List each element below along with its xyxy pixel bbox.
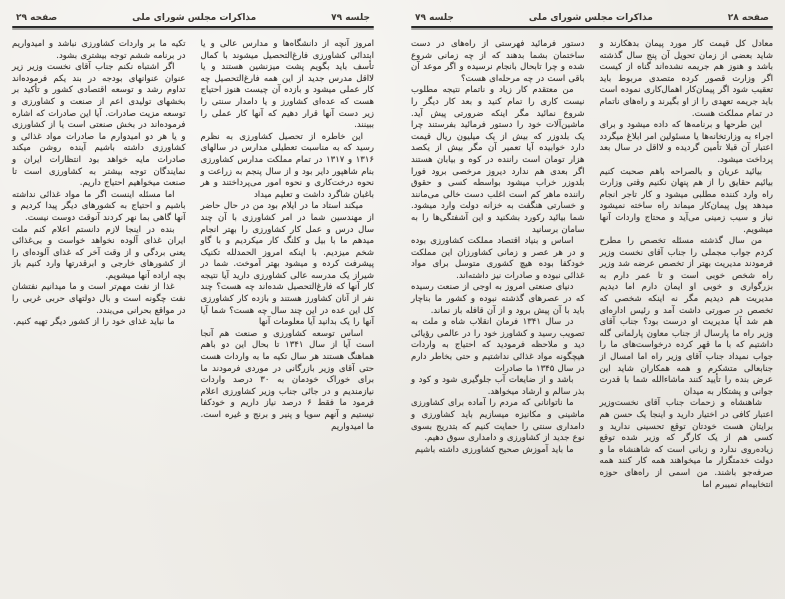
- paragraph: اساس و بنیاد اقتصاد مملکت کشاورزی بوده و در هر عصر و زمانی کشاورزان این مملکت خودکفا بوده هیچ کشوری متوسل برای مواد غذائی نبوده و صادرات نیز داشته‌اند.: [411, 236, 585, 281]
- paragraph: ما باید آموزش صحیح کشاورزی داشته باشیم: [414, 444, 574, 455]
- paragraph: ما نباید غذای خود را از کشور دیگر تهیه کنیم.: [13, 317, 175, 328]
- text-column-right: [201, 39, 375, 433]
- paragraph: تکیه ما بر واردات کشاورزی نباشد و امیدواریم در برنامه ششم توجه بیشتری بشود.: [12, 39, 186, 61]
- text-column-right: [600, 39, 774, 491]
- paragraph: اگر اشتباه نکنم جناب آقای نخست وزیر زیر عنوان عنوانهای بودجه در بند یکم فرموده‌اند تداوم رشد و توسعه اقتصادی کشور و تأکید بر بخشهای تولیدی اعم از صنعت و کشاورزی و توسعه مزیت صادرات. آیا این صادرات که اشاره فرموده‌اند در بخش صنعتی است یا از کشاورزی و یا هر دو امیدوارم ما صادرات مواد غذائی و کشاورزی داشته باشیم آینده روشن میکند صادرات مایه خواهد بود انتظارات ایران و نمایندگان توجه بیشتر به کشاورزی است تا صنعت میخواهیم احتیاج داریم.: [12, 62, 186, 189]
- paragraph: این خاطره از تحصیل کشاورزی به نظرم رسید که به مناسبت تعطیلی مدارس در سالهای ۱۳۱۶ و ۱۳۱۷ در تمام مملکت مدارس کشاورزی بنام شاهپور دایر بود و از سال پنجم به زراعت و نحوه درخت‌کاری و نحوه امور می‌پرداختند و هر باغبان شاگرد داشت و تعلیم میداد: [200, 131, 374, 200]
- paragraph: بنده در اینجا لازم دانستم اعلام کنم ملت ایران غذای آلوده نخواهد خواست و بی‌غذائی یعنی بردگی و از وقت آخر که غذای آلوده‌ای را از کشورهای خارجی و ابرقدرتها وارد کنیم باز بچه اراده آنها میشویم.: [12, 224, 186, 281]
- paragraph: میکند استاد ما در ایلام بود من در حال حاضر از مهندسین شما در امر کشاورزی با آن چند سال درس و عمل کار کشاورزی را بهتر انجام میدهم ما با بیل و کلنگ کار میکردیم و با گاو شخم میزدیم. با اینکه امروز الحمدلله تکنیک پیشرفت کرده و میشود بهتر آموخت. شما در شیراز یک مدرسه عالی کشاورزی دارید آیا نتیجه کار آنها که فارغ‌التحصیل شده‌اند چه هست؟ چند نفر از آنان کشاورز هستند و بازده کار کشاورزی کل این عده در این چند سال چه هست؟ شما آیا آنها را یک بدانید آیا معلومات آنها: [200, 201, 374, 328]
- page-29-header: [10, 13, 376, 26]
- header-rule: [12, 26, 374, 28]
- session-number: جلسه ۷۹: [415, 13, 454, 23]
- paragraph: من سال گذشته مسئله تخصص را مطرح کردم جواب مجملی را جناب آقای نخست وزیر فرمودند مدیریت بهتر از تخصص عرضه شد وزیر راه شخص خوبی است و تا عمر دارم به بزرگواری و خوبی او ایمان دارم اما دیدیم مدیریت هم دیدیم مگر نه اینکه شخصی که تخصص در صورتی داشت آمد و رئیس اداره‌ای هم شد آیا مدیریت او درست بود؟ جناب آقای وزیر راه ما پارسال از جناب معاون پارلمانی گله داشتیم که با ما قهر کرده درخواست‌های ما را جواب نمیداد جناب آقای وزیر راه اما امسال از جنابعالی متشکرم و همه همکاران شاید این عرض بنده را تأیید کنند ماشاءالله شما با قدرت جوانی و پشتکار به میدان: [599, 236, 773, 397]
- paragraph: در سال ۱۳۴۱ فرمان انقلاب شاه و ملت به تصویب رسید و کشاورز خود را در عالمی رؤیائی دید و ملاحظه فرمودید که احتیاج به واردات هیچگونه مواد غذائی نداشتیم و حتی بخاطر دارم در سال ۱۳۴۵ ما صادرات: [411, 317, 585, 374]
- paragraph: امروز آنچه از دانشگاه‌ها و مدارس عالی و یا ابتدائی کشاورزی فارغ‌التحصیل میشوند با کمال تأسف باید بگویم پشت میزنشین هستند و یا لااقل مدرس جدید از این همه فارغ‌التحصیل چه کار عملی میشود و بازده آن چیست هنوز احتیاج هست که عده‌ای کشاورز و یا دامدار سنتی را زیر دست آنها قرار دهیم که آنها کار عملی را ببینند.: [200, 39, 374, 131]
- paragraph: باشد و از ضایعات آب جلوگیری شود و کود و بذر سالم و ارشاد میخواهد.: [411, 375, 585, 397]
- header-rule: [411, 26, 773, 28]
- paragraph: معادل کل قیمت کار مورد پیمان بدهکارند و شاید بعضی از زمان تحویل آن پنج سال گذشته باشد و هنوز هم جریمه نشده‌اند گناه از کیست اگر وزارت قصور کرده متصدی مربوط باید تعقیب شود اگر پیمان‌کار اهمال‌کاری نموده است باید جریمه تعهدی را از او بگیرند و راه‌های ناتمام در تمام مملکت هست.: [599, 39, 773, 119]
- page-number: صفحه ۲۹: [16, 13, 58, 23]
- page-28-columns: [409, 36, 775, 599]
- paragraph: ما ناتوانانی که مردم را آماده برای کشاورزی ماشینی و مکانیزه میسازیم باید کشاورزی و دامداری سنتی را حمایت کنیم که بتدریج بسوی نوع جدید از کشاورزی و دامداری سوق دهیم.: [411, 398, 585, 444]
- paragraph: غذا از نفت مهم‌تر است و ما میدانیم نفتشان نفت چگونه است و بال دولتهای حربی غربی را در مواقع بحرانی می‌بندد.: [12, 282, 186, 316]
- paragraph: دستور فرمائید فهرستی از راه‌های در دست ساختمان بشما بدهند که از چه زمانی شروع شده و چرا تابحال بانجام نرسیده و اگر موعد آن باقی است در چه مرحله‌ای هست؟: [411, 39, 585, 84]
- paragraph: بیائید عریان و بالصراحه باهم صحبت کنیم بیائیم حقایق را از هم پنهان نکنیم وقتی وزارت راه وارد کننده مطلبی میشود و کار تاجر انجام میدهد پول پیمان‌کار میماند راه ساخته نمیشود نیاز و سیب زمینی می‌آید و محتاج واردات آنها میشویم.: [599, 166, 773, 235]
- paragraph: دنیای صنعتی امروز به اوجی از صنعت رسیده که در عصرهای گذشته نبوده و کشور ما بناچار باید با آن پیش برود و از آن قافله باز نماند.: [411, 282, 585, 316]
- page-number: صفحه ۲۸: [727, 13, 769, 23]
- text-column-left: [12, 39, 186, 329]
- session-number: جلسه ۷۹: [331, 13, 370, 23]
- text-column-left: [411, 39, 585, 456]
- document-title: مذاکرات مجلس شورای ملی: [132, 13, 257, 23]
- paragraph: من معتقدم کار زیاد و ناتمام نتیجه مطلوب نیست کاری را تمام کنید و بعد کار دیگر را شروع نمائید مگر اینکه ضرورتی پیش آید. ماشین‌آلات خود را دستور فرمائید بفرستند چرا یک بلدوزر که بیش از یک میلیون ریال قیمت دارد خوابیده آیا تعمیر آن مگر بیش از یکصد هزار تومان است راننده در کوه و بیابان هستند اگر بعدی هم ندارد دیروز مرخصی برود فورا بلدوزر خراب میشود بواسطه کسی و حقوق راننده ماهر کم است اغلب دست خالی می‌مانند و خسارتی هنگفت به خزانه دولت وارد میشود. شما بیائید رکورد بشکنید و این آشفتگی‌ها را به سامان برسانید: [411, 85, 585, 235]
- page-28: [399, 0, 785, 599]
- page-29: [0, 0, 386, 599]
- paragraph: این طرحها و برنامه‌ها که داده میشود و برای اجراء به وزارتخانه‌ها یا مسئولین امر ابلاغ میگردد اعتبار آن قبلا تأمین گردیده و لااقل در سال بعد پرداخت میشود.: [599, 120, 773, 165]
- paragraph: اساس توسعه کشاورزی و صنعت هم آنجا است آیا از سال ۱۳۴۱ تا بحال این دو باهم هماهنگ هستند هر سال تکیه ما به واردات هست حتی آقای وزیر بازرگانی در موردی فرمودند ما برای خوراک خودمان به ۳۰ درصد واردات نیازمندیم و در جائی جناب وزیر کشاورزی اعلام فرمود ما فقط ۶ درصد نیاز داریم و خودکفا نیستیم و آنهم سویا و پنیر و برنج و غیره است. ما امیدواریم: [200, 328, 374, 432]
- page-29-columns: [10, 36, 376, 599]
- paragraph: اما مسئله اینست اگر ما مواد غذائی نداشته باشیم و احتیاج به کشورهای دیگر پیدا کردیم و آنها گاهی بما نهر کردند آنوقت دوست نیست.: [12, 189, 186, 223]
- paragraph: شاهنشاه و زحمات جناب آقای نخست‌وزیر اعتبار کافی در اختیار دارید و اینجا یک حسن هم برایتان هست خودتان توقع تحسینی ندارید و کسی هم از یک کارگر که وزیر شده توقع زیاده‌روی ندارد و زبانی است که شاهنشاه ما و دولت خدمتگزار ما میخواهند همه کار کنند همه صرفه‌جو باشند. من اسمی از راه‌های حوزه انتخابیه‌ام نمیبرم اما: [599, 398, 773, 490]
- page-28-header: [409, 13, 775, 26]
- document-title: مذاکرات مجلس شورای ملی: [528, 13, 653, 23]
